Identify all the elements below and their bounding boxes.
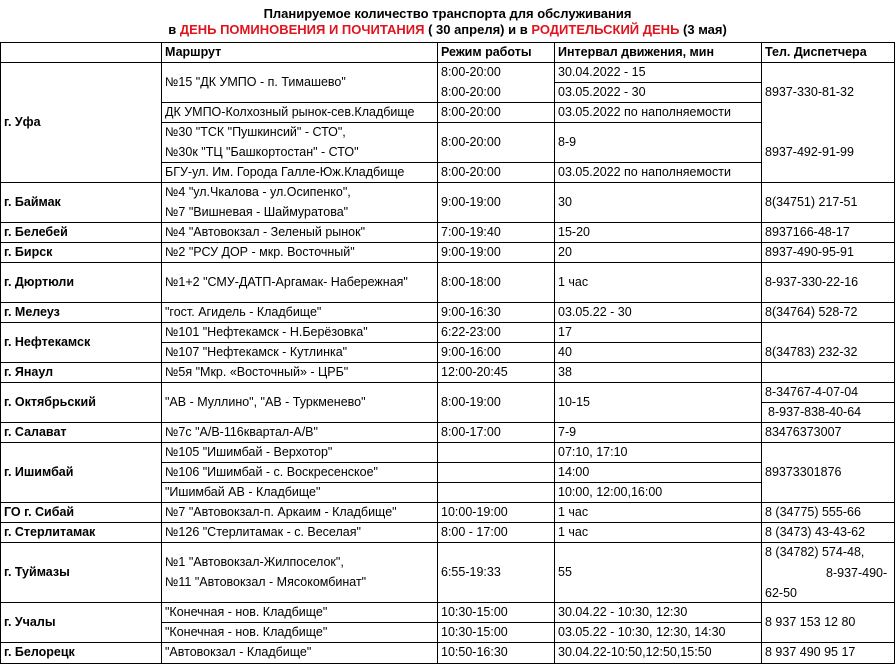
hours-cell: 7:00-19:40 [441, 225, 501, 239]
interval-cell: 15-20 [558, 225, 590, 239]
route-cell: №7 "Вишневая - Шаймуратова" [165, 205, 349, 219]
col-line [161, 42, 162, 664]
interval-cell: 03.05.2022 - 30 [558, 85, 646, 99]
route-cell: №126 "Стерлитамак - с. Веселая" [165, 525, 361, 539]
phone-cell: 8937-330-81-32 [765, 85, 854, 99]
sub-row-line [161, 102, 761, 103]
interval-cell: 07:10, 17:10 [558, 445, 628, 459]
sub-row-line [161, 122, 761, 123]
hours-cell: 8:00-19:00 [441, 395, 501, 409]
route-cell: №1 "Автовокзал-Жилпоселок", [165, 555, 344, 569]
route-cell: №7 "Автовокзал-п. Аркаим - Кладбище" [165, 505, 397, 519]
route-cell: №4 "Автовокзал - Зеленый рынок" [165, 225, 366, 239]
hours-cell: 10:30-15:00 [441, 625, 508, 639]
route-cell: №11 "Автовокзал - Мясокомбинат" [165, 575, 367, 589]
sub-row-line [161, 622, 761, 623]
hours-cell: 8:00-20:00 [441, 135, 501, 149]
interval-cell: 1 час [558, 505, 589, 519]
phone-cell: 8 (34782) 574-48, [765, 545, 865, 559]
interval-cell: 10:00, 12:00,16:00 [558, 485, 663, 499]
sub-row-line [161, 342, 761, 343]
route-cell: "Автовокзал - Кладбище" [165, 645, 312, 659]
hours-cell: 8:00-20:00 [441, 65, 501, 79]
city-yanaul: г. Янаул [4, 365, 54, 379]
interval-cell: 10-15 [558, 395, 590, 409]
hours-cell: 9:00-19:00 [441, 195, 501, 209]
city-tuymazy: г. Туймазы [4, 565, 70, 579]
route-cell: №1+2 "СМУ-ДАТП-Аргамак- Набережная" [165, 275, 408, 289]
sub-row-line [161, 482, 761, 483]
phone-cell: 8-937-490- [826, 566, 888, 580]
col-line [761, 42, 762, 664]
route-cell: "АВ - Муллино", "АВ - Туркменево" [165, 395, 366, 409]
interval-cell: 30 [558, 195, 572, 209]
city-sibay: ГО г. Сибай [4, 505, 75, 519]
sub-row-line [761, 402, 895, 403]
hours-cell: 9:00-16:00 [441, 345, 501, 359]
phone-cell: 89373301876 [765, 465, 842, 479]
hours-cell: 9:00-19:00 [441, 245, 501, 259]
route-cell: №107 "Нефтекамск - Кутлинка" [165, 345, 348, 359]
hours-cell: 8:00-20:00 [441, 165, 501, 179]
route-cell: №105 "Ишимбай - Верхотор" [165, 445, 333, 459]
city-ufa: г. Уфа [4, 115, 41, 129]
phone-cell: 8-937-838-40-64 [768, 405, 862, 419]
phone-cell: 62-50 [765, 586, 797, 600]
col-line [554, 42, 555, 664]
interval-cell: 1 час [558, 275, 589, 289]
city-neftekamsk: г. Нефтекамск [4, 335, 91, 349]
hours-cell: 10:00-19:00 [441, 505, 508, 519]
title-middle: ( 30 апреля) и в [424, 22, 532, 37]
phone-cell: 8 (34775) 555-66 [765, 505, 861, 519]
route-cell: №5я "Мкр. «Восточный» - ЦРБ" [165, 365, 349, 379]
city-belebey: г. Белебей [4, 225, 68, 239]
hours-cell: 8:00 - 17:00 [441, 525, 508, 539]
interval-cell: 38 [558, 365, 572, 379]
interval-cell: 03.05.2022 по наполняемости [558, 165, 731, 179]
route-cell: №7с "А/В-116квартал-А/В" [165, 425, 318, 439]
city-baymak: г. Баймак [4, 195, 61, 209]
city-salavat: г. Салават [4, 425, 67, 439]
hours-cell: 12:00-20:45 [441, 365, 508, 379]
interval-cell: 55 [558, 565, 572, 579]
hours-cell: 10:50-16:30 [441, 645, 508, 659]
interval-cell: 40 [558, 345, 572, 359]
phone-cell: 8937-490-95-91 [765, 245, 854, 259]
route-cell: "гост. Агидель - Кладбище" [165, 305, 322, 319]
phone-cell: 8937166-48-17 [765, 225, 850, 239]
phone-cell: 8(34764) 528-72 [765, 305, 858, 319]
route-cell: №4 "ул.Чкалова - ул.Осипенко", [165, 185, 351, 199]
phone-cell: 8(34783) 232-32 [765, 345, 858, 359]
phone-cell: 8 (3473) 43-43-62 [765, 525, 866, 539]
phone-cell: 8937-492-91-99 [765, 145, 854, 159]
title-suffix: (3 мая) [679, 22, 727, 37]
interval-cell: 7-9 [558, 425, 577, 439]
interval-cell: 8-9 [558, 135, 577, 149]
city-meleuz: г. Мелеуз [4, 305, 60, 319]
phone-cell: 83476373007 [765, 425, 842, 439]
hours-cell: 6:55-19:33 [441, 565, 501, 579]
city-uchaly: г. Учалы [4, 615, 56, 629]
hours-cell: 8:00-17:00 [441, 425, 501, 439]
hours-cell: 8:00-20:00 [441, 85, 501, 99]
title-prefix: в [168, 22, 180, 37]
route-cell: №101 "Нефтекамск - Н.Берёзовка" [165, 325, 368, 339]
city-dyurtyuli: г. Дюртюли [4, 275, 75, 289]
sub-row-line [161, 162, 761, 163]
route-cell: "Ишимбай АВ - Кладбище" [165, 485, 321, 499]
route-cell: "Конечная - нов. Кладбище" [165, 625, 328, 639]
phone-cell: 8 937 490 95 17 [765, 645, 856, 659]
title-holiday-1: ДЕНЬ ПОМИНОВЕНИЯ И ПОЧИТАНИЯ [179, 22, 425, 37]
title-line-1: Планируемое количество транспорта для обслуживания [263, 6, 632, 21]
route-cell: №106 "Ишимбай - с. Воскресенское" [165, 465, 378, 479]
hours-cell: 8:00-20:00 [441, 105, 501, 119]
interval-cell: 03.05.22 - 30 [558, 305, 632, 319]
route-cell: №30к "ТЦ "Башкортостан" - СТО" [165, 145, 359, 159]
route-cell: "Конечная - нов. Кладбище" [165, 605, 328, 619]
interval-cell: 30.04.22 - 10:30, 12:30 [558, 605, 688, 619]
route-cell: ДК УМПО-Колхозный рынок-сев.Кладбище [165, 105, 415, 119]
interval-cell: 17 [558, 325, 572, 339]
title-holiday-2: РОДИТЕЛЬСКИЙ ДЕНЬ [531, 22, 680, 37]
route-cell: №15 "ДК УМПО - п. Тимашево" [165, 75, 346, 89]
interval-cell: 03.05.22 - 10:30, 12:30, 14:30 [558, 625, 726, 639]
city-birsk: г. Бирск [4, 245, 53, 259]
city-ishimbay: г. Ишимбай [4, 465, 74, 479]
route-cell: №30 "ТСК "Пушкинсий" - СТО", [165, 125, 346, 139]
route-cell: №2 "РСУ ДОР - мкр. Восточный" [165, 245, 355, 259]
interval-cell: 30.04.2022 - 15 [558, 65, 646, 79]
interval-cell: 30.04.22-10:50,12:50,15:50 [558, 645, 712, 659]
city-oktyabrsky: г. Октябрьский [4, 395, 96, 409]
sub-row-line [554, 82, 761, 83]
route-cell: БГУ-ул. Им. Города Галле-Юж.Кладбище [165, 165, 405, 179]
hours-cell: 8:00-18:00 [441, 275, 501, 289]
interval-cell: 20 [558, 245, 572, 259]
phone-cell: 8-937-330-22-16 [765, 275, 859, 289]
header-interval: Интервал движения, мин [558, 45, 715, 59]
hours-cell: 9:00-16:30 [441, 305, 501, 319]
phone-cell: 8-34767-4-07-04 [765, 385, 859, 399]
interval-cell: 14:00 [558, 465, 590, 479]
sub-row-line [161, 462, 761, 463]
city-sterlitamak: г. Стерлитамак [4, 525, 96, 539]
header-phone: Тел. Диспетчера [765, 45, 867, 59]
city-beloretsk: г. Белорецк [4, 645, 75, 659]
phone-cell: 8(34751) 217-51 [765, 195, 858, 209]
header-hours: Режим работы [441, 45, 532, 59]
col-line [0, 42, 1, 664]
phone-cell: 8 937 153 12 80 [765, 615, 856, 629]
hours-cell: 6:22-23:00 [441, 325, 501, 339]
hours-cell: 10:30-15:00 [441, 605, 508, 619]
interval-cell: 03.05.2022 по наполняемости [558, 105, 731, 119]
header-route: Маршрут [165, 45, 222, 59]
col-line [437, 42, 438, 664]
interval-cell: 1 час [558, 525, 589, 539]
